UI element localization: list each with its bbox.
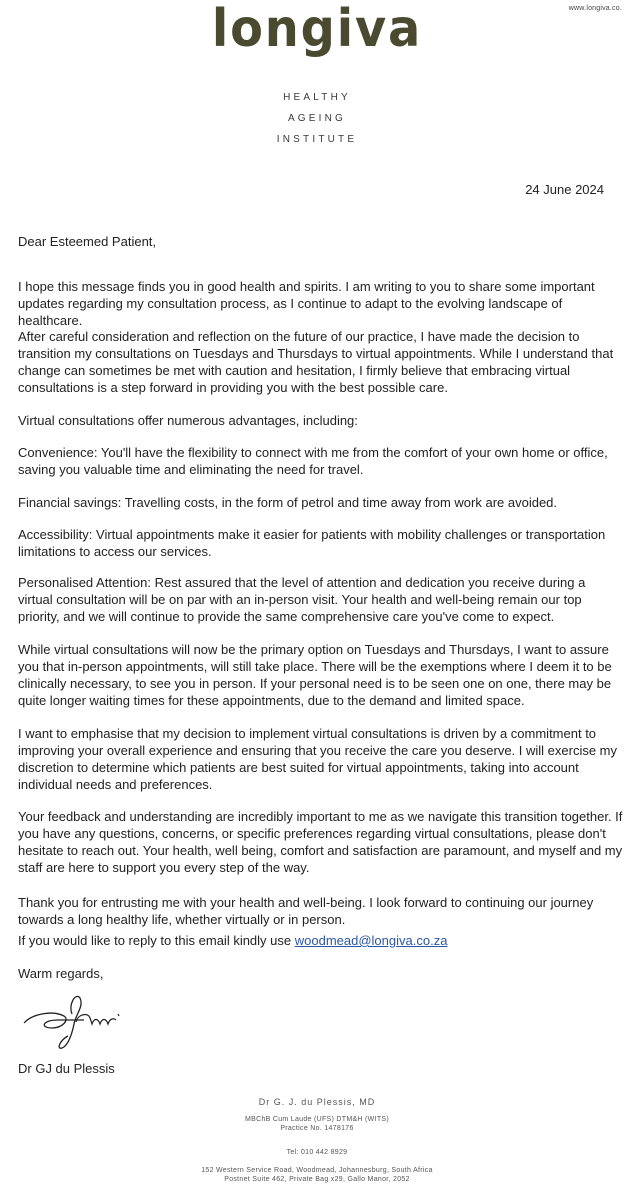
footer-telephone: Tel: 010 442 8929 bbox=[286, 1149, 348, 1156]
reply-line bbox=[18, 932, 623, 949]
signer-name: Dr GJ du Plessis bbox=[18, 1061, 115, 1076]
reply-email-link[interactable]: woodmead@longiva.co.za bbox=[294, 933, 448, 948]
paragraph-accessibility: Accessibility: Virtual appointments make it easier for patients with mobility challenges or transportation limitations to access our services. bbox=[18, 527, 606, 559]
letter-date: 24 June 2024 bbox=[525, 182, 604, 197]
paragraph-convenience: Convenience: You'll have the flexibility to connect with me from the comfort of your own home or office, saving you valuable time and eliminating the need for travel. bbox=[18, 445, 608, 477]
footer-practice-number: Practice No. 1478176 bbox=[280, 1125, 354, 1132]
longiva-logo: longiva bbox=[211, 0, 423, 59]
paragraph-intro: I hope this message finds you in good health and spirits. I am writing to you to share some important updates regarding my consultation process, as I continue to adapt to the evolving landscape of healthcare. bbox=[18, 279, 595, 328]
tagline-line-3: INSTITUTE bbox=[276, 134, 358, 145]
paragraph-advantages: Virtual consultations offer numerous advantages, including: bbox=[18, 413, 358, 428]
paragraph-feedback: Your feedback and understanding are incredibly important to me as we navigate this transition together. If you have any questions, concerns, or specific preferences regarding virtual consultations, please don't hesitate to reach out. Your health, well being, comfort and satisfaction are paramount, and myself and my staff are here to support you every step of the way. bbox=[18, 809, 623, 875]
website-url: www.longiva.co. bbox=[568, 5, 622, 12]
footer-address-street: 152 Western Service Road, Woodmead, Johannesburg, South Africa bbox=[201, 1167, 433, 1174]
tagline-line-2: AGEING bbox=[287, 113, 347, 124]
paragraph-personalised: Personalised Attention: Rest assured that the level of attention and dedication you receive during a virtual consultation will be on par with an in-person visit. Your health and well-being remain our top priority, and we will continue to provide the same comprehensive care you've come to expect. bbox=[18, 575, 586, 624]
paragraph-thanks: Thank you for entrusting me with your health and well-being. I look forward to continuing our journey towards a long healthy life, whether virtually or in person. bbox=[18, 895, 594, 927]
paragraph-in-person: While virtual consultations will now be the primary option on Tuesdays and Thursdays, I want to assure you that in-person appointments, will still take place. There will be the exemptions where I deem it to be clinically necessary, to see you in person. If your personal need is to be seen one on one, there may be quite longer waiting times for these appointments, due to the demand and limited space. bbox=[18, 642, 612, 708]
closing: Warm regards, bbox=[18, 966, 104, 981]
reply-text: If you would like to reply to this email kindly use bbox=[18, 933, 295, 948]
tagline-line-1: HEALTHY bbox=[283, 92, 351, 103]
salutation: Dear Esteemed Patient, bbox=[18, 234, 157, 249]
paragraph-financial: Financial savings: Travelling costs, in the form of petrol and time away from work are avoided. bbox=[18, 495, 558, 510]
footer-address-postal: Postnet Suite 462, Private Bag x29, Gallo Manor, 2052 bbox=[224, 1176, 410, 1183]
signature bbox=[18, 990, 128, 1057]
footer-qualifications: MBChB Cum Laude (UFS) DTM&H (WITS) bbox=[245, 1116, 389, 1123]
paragraph-decision: After careful consideration and reflection on the future of our practice, I have made the decision to transition my consultations on Tuesdays and Thursdays to virtual appointments. While I understand that change can sometimes be met with caution and hesitation, I firmly believe that embracing virtual consultations is a step forward in providing you with the best possible care. bbox=[18, 329, 614, 395]
footer-doctor-name: Dr G. J. du Plessis, MD bbox=[258, 1097, 376, 1107]
paragraph-commitment: I want to emphasise that my decision to implement virtual consultations is driven by a commitment to improving your overall experience and ensuring that you receive the care you deserve. I will exercise my discretion to determine which patients are best suited for virtual appointments, taking into account individual needs and preferences. bbox=[18, 726, 618, 792]
